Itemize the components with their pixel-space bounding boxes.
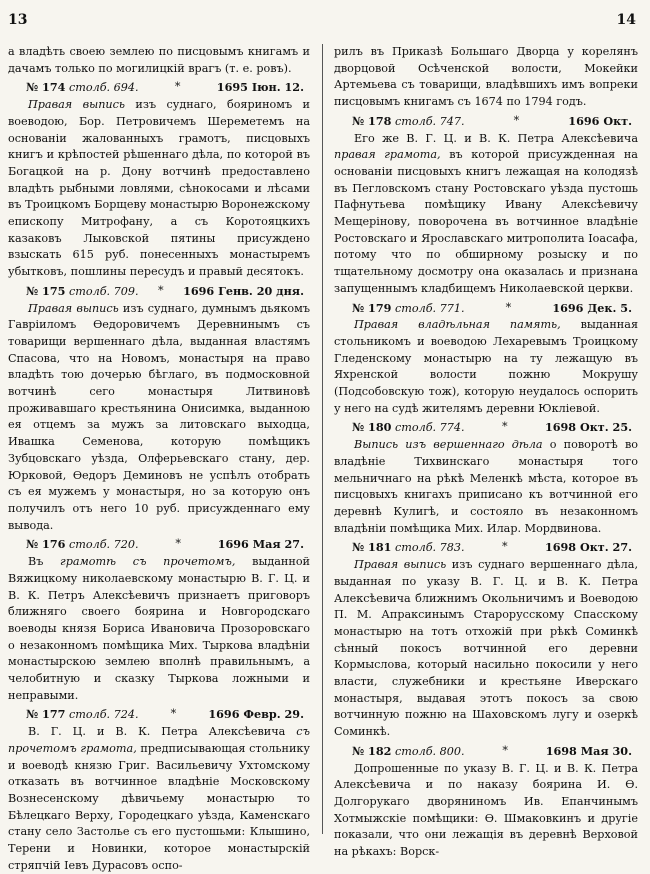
entry-text <box>334 761 638 861</box>
page-number-right: 14 <box>616 12 636 28</box>
entry-header <box>8 79 310 97</box>
entry-date: 1696 Дек. 5. <box>552 300 632 315</box>
entry-doc-type: Правая выпись <box>28 98 125 112</box>
entry-column-ref: столб. 774. <box>394 421 465 435</box>
entry-body: изъ суднаго вершеннаго дѣла, выданная по указу В. Г. Ц. и В. К. Петра Алексѣевича ближнимъ Окольничимъ и Воеводою П. М. Апраксинымъ Старорусскому Спасскому монастырю на тотъ отхожій при рѣкѣ Соминкѣ сѣнный покосъ вотчинной его деревни Кормысловa, который насильно покосили у него власти, служебники и крестьяне Иверскаго монастыря, выдавая этотъ покосъ за свою вотчинную пожню на Шаховскомъ лугу и озеркѣ Соминкѣ. <box>334 558 639 739</box>
entry-column-ref: столб. 783. <box>394 541 465 555</box>
entry-text-prefix: В. Г. Ц. и В. К. Петра Алексѣевича <box>28 725 286 739</box>
entry-body: предписывающая стольнику и воеводѣ князю Григ. Васильевичу Ухтомскому отказать въ вотчинное владѣніе Московскому Вознесенскому дѣвичьему монастырю то Бѣлецкаго Верху, Городецкаго уѣзда, Каменскаго стану село Застолье съ его пустошьми: Клышино, Терени и Новинки, которое монастырскій стряпчій Іевъ Дурасовъ оспо- <box>8 741 310 872</box>
entry-separator: * <box>505 300 512 314</box>
entry-number: № 174 <box>26 80 66 95</box>
entry-body: въ которой присужденная на основаніи писцовыхъ книгъ лежащая на колодязѣ въ Пегловскомъ стану Ростовскаго уѣзда пустошь Пафнутьева помѣщику Ивану Алексѣевичу Мещерінову, поворочена въ вотчинное владѣніе Ростовскаго и Ярославскаго митрополита Іоасафа, потому что по обширному розыску и по тщательному досмотру она оказалась и признана запущеннымъ кладбищемъ Николаевской церкви. <box>334 148 638 295</box>
entry-body: выданная стольникомъ и воеводою Лехаревымъ Троицкому Гледенскому монастырю на ту лежащую въ Яхренской волости пожню Мокрушу (Подсобовскую тож), которую неудалось оспорить у него на судѣ жителямъ деревни Юкліевой. <box>334 318 638 415</box>
entry-doc-type: Выпись изъ вершеннаго дѣла <box>354 438 543 452</box>
entry-date: 1696 Февр. 29. <box>208 707 304 722</box>
entry-date: 1695 Іюн. 12. <box>216 80 304 95</box>
entry-header <box>334 113 638 131</box>
entry-column-ref: столб. 771. <box>394 301 465 315</box>
entry-body: Допрошенные по указу В. Г. Ц. и В. К. Петра Алексѣевича и по наказу боярина И. Ө. Долгорукаго дворяниномъ Ив. Епанчинымъ Хотмыжскіе помѣщики: Ө. Шмаковкинъ и другіе показали, что они лежащія въ деревнѣ Верховой на рѣкахъ: Ворск- <box>334 761 638 859</box>
entry-column-ref: столб. 709. <box>68 284 139 298</box>
entry-separator: * <box>158 283 164 297</box>
entry-text <box>334 437 638 537</box>
entry-number: № 175 <box>26 283 66 298</box>
entry-header <box>334 300 638 318</box>
entry-text-prefix: Его же В. Г. Ц. и В. К. Петра Алексѣевича <box>354 131 638 145</box>
entry-header <box>8 283 310 301</box>
entry-body: изъ суднаго, бояриномъ и воеводою, Бор. Петровичемъ Шереметемъ на основаніи жалованныхъ грамотъ, писцовыхъ книгъ и крѣпостей рѣшеннаго дѣла, по которой въ Богацкой на р. Дону вотчинѣ предоставлено владѣть рыбными ловлями, сѣнокосами и лѣсами въ Троицкомъ Борщеву монастырю Воронежскому епископу Митрофану, а съ Коротояцкихъ казаковъ Лыковской пятины присуждено взыскать 615 руб. понесенныхъ монастыремъ убытковъ, пошлины пересудъ и правый десятокъ. <box>8 98 310 279</box>
entry-text <box>8 301 310 535</box>
entry-separator: * <box>501 420 508 434</box>
entry-ref <box>352 113 465 131</box>
entry-date: 1698 Мая 30. <box>545 743 632 758</box>
entry-header <box>334 419 638 437</box>
entry-text <box>8 97 310 281</box>
entry-separator: * <box>175 537 181 551</box>
entry-date: 1696 Мая 27. <box>217 537 304 552</box>
entry-column-ref: столб. 694. <box>68 81 139 95</box>
entry-text <box>8 724 310 874</box>
entry-body: рилъ въ Приказѣ Большаго Дворца у корелянъ дворцовой Осѣченской волости, Мокейки Артемьева съ товарищи, владѣвшихъ имъ вопреки писцовымъ книгамъ съ 1674 по 1794 годъ. <box>334 45 638 109</box>
entry-text <box>334 557 638 741</box>
entry-doc-type: грамотѣ съ прочетомъ, <box>60 555 236 569</box>
page-number-left: 13 <box>8 12 28 28</box>
entry-text <box>8 44 310 77</box>
entry-text <box>334 131 638 298</box>
entry-ref <box>352 300 465 318</box>
left-column <box>8 44 310 874</box>
entry-number: № 181 <box>352 540 392 555</box>
entry-separator: * <box>502 743 508 757</box>
entry-separator: * <box>170 707 177 721</box>
entry-text <box>334 44 638 111</box>
entry-ref <box>26 706 139 724</box>
entry-ref <box>352 419 465 437</box>
entry-body: изъ суднаго, думнымъ дьякомъ Гавріиломъ Өедоровичемъ Деревнинымъ съ товарищи вершеннаго дѣла, выданная властямъ Спасова, что на Новомъ, монастыря на право владѣть тою дочерью бѣглаго, въ подмосковной вотчинѣ сего монастыря Литвиновѣ проживавшаго крестьянина Онисимка, выданною ея отцемъ за мужъ за литовскаго выходца, Ивашка Семенова, которую помѣщикъ Зубцовскаго уѣзда, Олферьевскаго стану, дер. Юрковой, Өедоръ Деминовъ не успѣлъ отобрать съ ея мужемъ у монастыря, но за которую онъ получилъ отъ него 10 руб. присужденнаго ему вывода. <box>8 301 310 532</box>
entry-doc-type: Правая выпись <box>354 558 447 572</box>
entry-separator: * <box>513 113 520 127</box>
entry-separator: * <box>174 80 181 94</box>
entry-number: № 178 <box>352 113 392 128</box>
entry-header <box>334 743 638 761</box>
entry-body: выданной Вяжицкому николаевскому монастырю В. Г. Ц. и В. К. Петръ Алексѣевичъ признаетъ приговоръ ближняго своего боярина и Новгородскаго воеводы князя Бориса Ивановича Прозоровскаго о незаконномъ помѣщика Мих. Тыркова владѣніи монастырскою землею вполнѣ правильнымъ, а челобитную и сказку Тыркова ложными и неправыми. <box>8 555 311 702</box>
entry-ref <box>352 539 465 557</box>
entry-header <box>8 706 310 724</box>
entry-column-ref: столб. 724. <box>68 708 139 722</box>
entry-date: 1696 Окт. <box>568 113 632 128</box>
entry-date: 1698 Окт. 27. <box>544 540 632 555</box>
entry-doc-type: Правая владѣльная память, <box>354 318 561 332</box>
entry-number: № 179 <box>352 300 392 315</box>
entry-doc-type: Правая выпись <box>28 301 119 315</box>
entry-doc-type: съ прочетомъ грамота, <box>8 725 310 755</box>
entry-column-ref: столб. 747. <box>394 114 465 128</box>
entry-ref <box>352 743 465 761</box>
entry-ref <box>26 79 139 97</box>
entry-text-prefix: Въ <box>28 555 44 569</box>
entry-separator: * <box>501 540 508 554</box>
entry-column-ref: столб. 800. <box>394 744 465 758</box>
right-column <box>334 44 638 861</box>
entry-number: № 182 <box>352 743 392 758</box>
entry-doc-type: правая грамота, <box>334 148 441 162</box>
entry-column-ref: столб. 720. <box>68 538 139 552</box>
column-divider <box>322 44 323 834</box>
entry-text <box>334 317 638 417</box>
entry-header <box>334 539 638 557</box>
entry-ref <box>26 283 139 301</box>
entry-date: 1696 Генв. 20 дня. <box>183 283 304 298</box>
entry-header <box>8 536 310 554</box>
entry-date: 1698 Окт. 25. <box>544 420 632 435</box>
entry-number: № 180 <box>352 420 392 435</box>
entry-number: № 176 <box>26 537 66 552</box>
entry-text <box>8 554 310 704</box>
entry-body: а владѣть своею землею по писцовымъ книгамъ и дачамъ только по могилицкій врагъ (т. е. ровъ). <box>8 45 310 75</box>
entry-number: № 177 <box>26 707 66 722</box>
entry-body: о поворотѣ во владѣніе Тихвинскаго монастыря того мельничнаго на рѣкѣ Меленкѣ мѣста, которое въ писцовыхъ книгахъ приписано къ вотчинной его деревнѣ Кулигѣ, и состояло въ незаконномъ владѣніи помѣщика Мих. Илар. Мордвинова. <box>334 438 638 535</box>
entry-ref <box>26 536 139 554</box>
